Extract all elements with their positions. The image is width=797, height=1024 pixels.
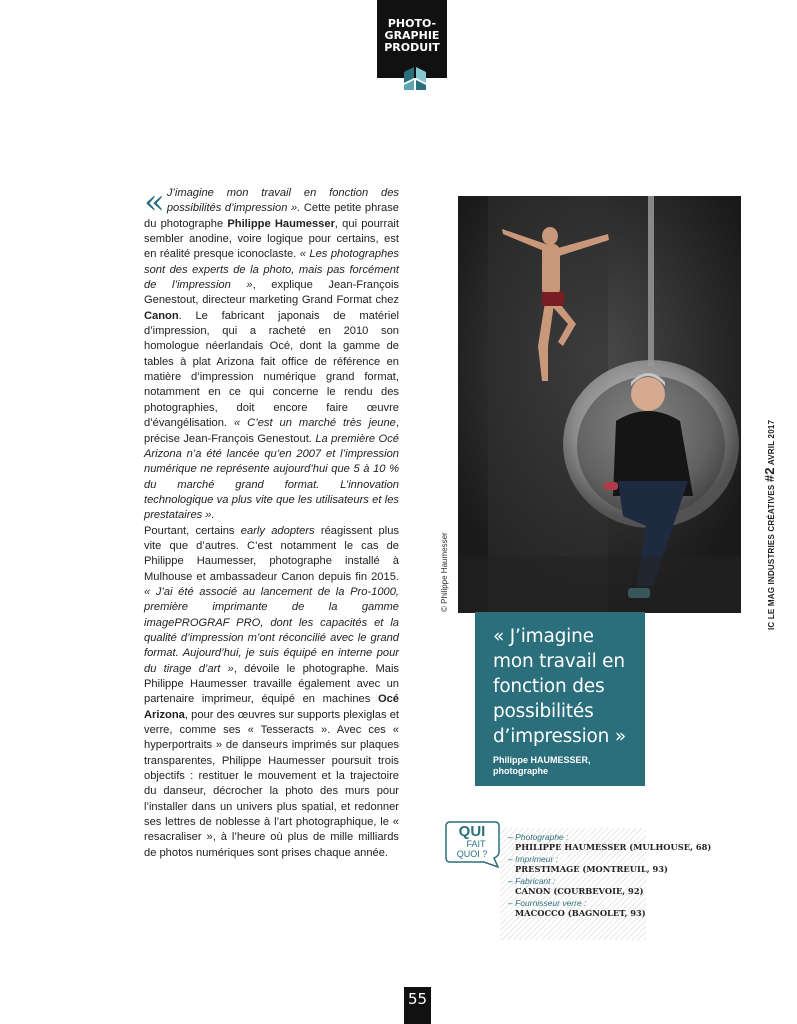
issue-date: AVRIL 2017	[767, 419, 776, 466]
list-item	[508, 898, 648, 918]
running-head	[762, 420, 777, 630]
credit-name: CANON (COURBEVOIE, 92)	[515, 886, 644, 896]
article-body	[144, 182, 399, 861]
text-run: « C’est un marché très jeune	[233, 417, 396, 430]
photo-illustration	[458, 196, 741, 613]
article-photo	[458, 196, 741, 613]
section-tab-line: GRAPHIE	[384, 29, 440, 42]
list-item	[508, 876, 648, 896]
text-run: , explique Jean-François Genestout, directeur marketing Grand Format chez	[144, 279, 399, 307]
article-paragraph-1	[144, 182, 399, 524]
page-number: 55	[404, 987, 431, 1024]
credit-role: – Imprimeur :	[508, 854, 559, 864]
section-logo-icon	[401, 64, 429, 92]
list-item	[508, 832, 712, 852]
credit-role: – Fabricant :	[508, 876, 556, 886]
credit-name: MACOCCO (BAGNOLET, 93)	[515, 908, 646, 918]
pull-quote	[475, 612, 645, 786]
pull-quote-author: Philippe HAUMESSER,	[493, 755, 591, 765]
badge-line: FAIT	[466, 839, 486, 849]
credit-name: PHILIPPE HAUMESSER (MULHOUSE, 68)	[515, 842, 712, 852]
pull-quote-role: photographe	[493, 766, 548, 776]
text-run: « J’ai été associé au lancement de la Pro-1000, première imprimante de la gamme imagePROGRAF PRO, dont les capacités et la qualité d’impression m’ont réconcilié avec le grand format. Aujourd’hui, je suis équipé en interne pour du tirage d’art »	[144, 585, 399, 675]
open-quote-mark: «	[144, 182, 165, 222]
text-run: , pour des œuvres sur supports plexiglas et verre, comme ses « Tesseracts ». Avec ces « hyperportraits » de danseurs imprimés sur plaques transparentes, Philippe Haumesser poursuit trois objectifs : restituer le mouvement et la trajectoire du danseur, décrocher la photo des murs pour l’installer dans un univers plus spatial, et redonner ses lettres de noblesse à l’art photographique, le « resacraliser », à l’heure où plus de mille milliards de photos numériques sont prises chaque année.	[144, 708, 399, 859]
section-tab-line: PRODUIT	[384, 41, 440, 54]
text-run: Océ Arizona	[144, 693, 399, 721]
credit-name: PRESTIMAGE (MONTREUIL, 93)	[515, 864, 668, 874]
credit-role: – Photographe :	[508, 832, 569, 842]
photo-credit: © Philippe Haumesser	[440, 532, 449, 612]
text-run: , précise Jean-François Genestout.	[144, 417, 399, 445]
text-run: La première Océ Arizona n’a été lancée qu’en 2007 et l’impression numérique ne représente aujourd’hui que 5 à 10 % du marché grand format. L’innovation technologique va plus vite que les utilisateurs et les prestataires ».	[144, 432, 399, 522]
text-run: J’imagine mon travail en fonction des possibilités d’impression ».	[166, 187, 399, 215]
article-paragraph-2	[144, 524, 399, 862]
badge-line: QUOI ?	[456, 849, 488, 859]
badge-line: QUI	[458, 823, 486, 840]
text-run: early adopters	[240, 524, 315, 537]
text-run: « Les photographes sont des experts de la photo, mais pas forcément de l’impression »	[144, 248, 399, 292]
text-run: Canon	[144, 309, 179, 322]
text-run: réagissent plus vite que d’autres. C’est notamment le cas de Philippe Haumesser, photographe installé à Mulhouse et ambassadeur Canon depuis fin 2015.	[144, 524, 399, 583]
qui-fait-quoi-badge	[444, 818, 502, 868]
text-run: . Le fabricant japonais de matériel d’impression, qui a racheté en 2010 son homologue néerlandais Océ, dont la gamme de tables à plat Arizona fait office de référence en matière d’impression numérique grand format, notamment en ce qui concerne le rendu des photographies, doit encore faire œuvre d’évangélisation.	[144, 309, 399, 430]
issue-number: #2	[762, 467, 777, 483]
text-run: Cette petite phrase du photographe	[144, 202, 399, 230]
text-run: Pourtant, certains	[144, 524, 241, 537]
section-tab-line: PHOTO-	[387, 17, 437, 30]
text-run: Philippe Haumesser	[227, 217, 335, 230]
text-run: , dévoile le photographe. Mais Philippe Haumesser travaille également avec un partenaire imprimeur, équipé en machines	[144, 662, 399, 706]
credits-list	[508, 832, 712, 920]
list-item	[508, 854, 668, 874]
pull-quote-text: « J’imagine mon travail en fonction des possibilités d’impression »	[493, 626, 626, 747]
credit-role: – Fournisseur verre :	[508, 898, 587, 908]
text-run: , qui pourrait sembler anodine, voire logique pour certains, est en réalité presque iconoclaste.	[144, 217, 399, 261]
running-head-prefix: IC LE MAG INDUSTRIES CRÉATIVES	[767, 484, 776, 630]
